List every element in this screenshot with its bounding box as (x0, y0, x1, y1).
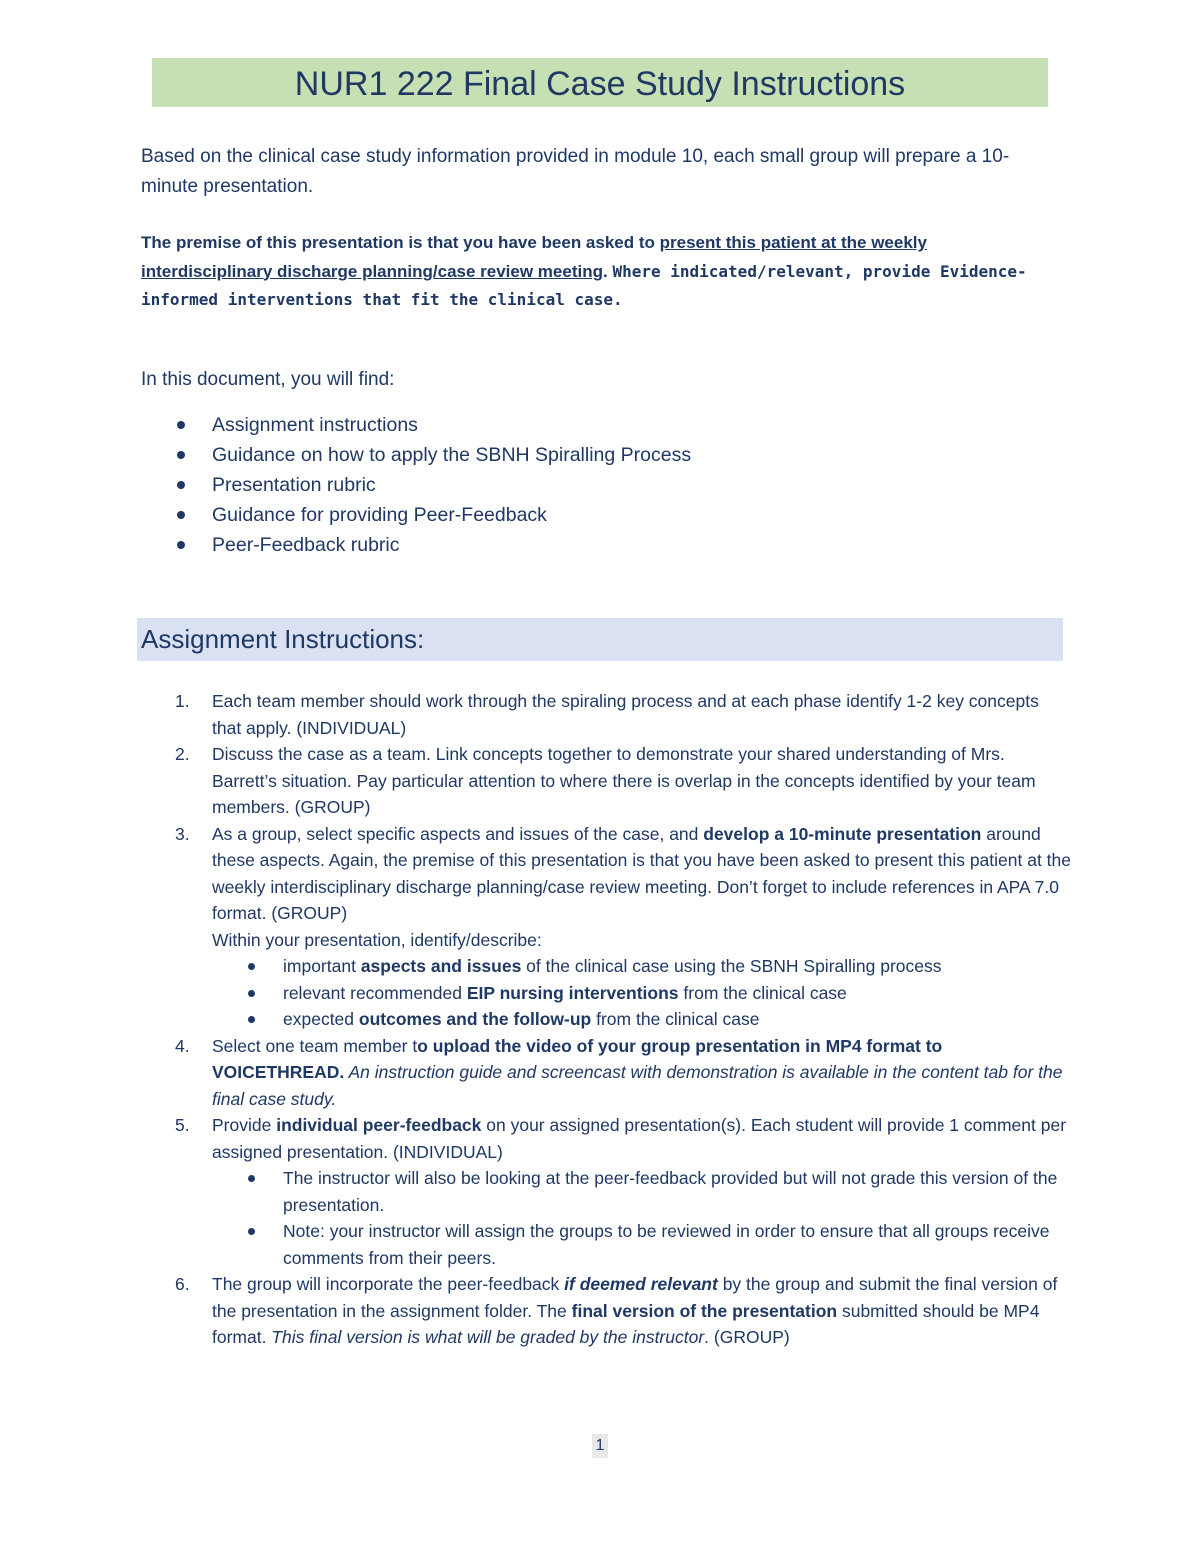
list-item: Guidance on how to apply the SBNH Spiralling Process (141, 440, 691, 470)
step-text-italic: This final version is what will be graded by the instructor (271, 1327, 705, 1347)
step-number: 5. (175, 1115, 190, 1135)
step-text-bold: final version of the presentation (571, 1300, 838, 1321)
step-text: . (GROUP) (704, 1327, 790, 1347)
list-item: Assignment instructions (141, 410, 691, 440)
list-item (212, 980, 1071, 1007)
list-item (212, 953, 1071, 980)
list-item: Presentation rubric (141, 470, 691, 500)
contents-label: In this document, you will find: (141, 369, 395, 390)
step-3 (141, 821, 1071, 1033)
list-item (212, 1006, 1071, 1033)
step-text-bold: individual peer-feedback (276, 1115, 482, 1135)
sub-text-bold: EIP nursing interventions (466, 982, 679, 1003)
sub-text: expected (283, 1009, 359, 1029)
page-title: NUR1 222 Final Case Study Instructions (152, 58, 1048, 107)
premise-underlined-text: present this patient at the weekly interdisciplinary discharge planning/case review meeting (141, 233, 927, 281)
contents-list (141, 410, 691, 560)
step-text: Discuss the case as a team. Link concepts together to demonstrate your shared understanding of Mrs. Barrett’s situation. Pay particular attention to where there is overlap in the concepts identified by your team members. (GROUP) (212, 744, 1036, 817)
step-number: 2. (175, 744, 190, 764)
list-item: Note: your instructor will assign the groups to be reviewed in order to ensure that all groups receive comments from their peers. (212, 1218, 1071, 1271)
step-text: submitted should be MP4 format. (212, 1300, 1040, 1347)
sub-text-bold: aspects and issues (360, 956, 522, 976)
sub-text: of the clinical case using the SBNH Spiralling process (521, 956, 942, 976)
sub-text: important (283, 956, 361, 976)
step-text-bold: o upload the video of your group presentation in MP4 format to VOICETHREAD. (212, 1035, 943, 1082)
premise-relevance-text: Where indicated/relevant, provide Evidence-informed interventions that fit the clinical case. (141, 261, 1027, 309)
sub-text: relevant recommended (283, 982, 467, 1003)
step-subheading: Within your presentation, identify/describe: (212, 929, 542, 950)
step-4 (141, 1033, 1071, 1113)
premise-text: The premise of this presentation is that you have been asked to (141, 233, 660, 252)
step-5 (141, 1112, 1071, 1271)
section-heading: Assignment Instructions: (137, 618, 1063, 661)
step-number: 6. (175, 1274, 190, 1294)
sub-text: from the clinical case (591, 1009, 760, 1029)
list-item: The instructor will also be looking at the peer-feedback provided but will not grade this version of the presentation. (212, 1165, 1071, 1218)
page-number: 1 (592, 1434, 608, 1458)
step-text: on your assigned presentation(s). Each student will provide 1 comment per assigned presentation. (INDIVIDUAL) (212, 1115, 1067, 1162)
instruction-steps (141, 688, 1071, 1351)
sub-text-bold: outcomes and the follow-up (358, 1009, 592, 1029)
list-item: Guidance for providing Peer-Feedback (141, 500, 691, 530)
step-1 (141, 688, 1071, 741)
step-text-italic: An instruction guide and screencast with demonstration is available in the content tab for the final case study. (212, 1062, 1063, 1109)
step-5-sublist (212, 1165, 1071, 1271)
step-text: Select one team member t (212, 1035, 418, 1056)
step-3-sublist (212, 953, 1071, 1033)
intro-paragraph: Based on the clinical case study information provided in module 10, each small group will prepare a 10-minute presentation. (141, 146, 1010, 197)
step-2 (141, 741, 1071, 821)
step-text: around these aspects. Again, the premise of this presentation is that you have been asked to present this patient at the weekly interdisciplinary discharge planning/case review meeting. Don’t forget to include references in APA 7.0 format. (GROUP) (212, 823, 1072, 923)
step-text: Each team member should work through the spiraling process and at each phase identify 1-2 key concepts that apply. (INDIVIDUAL) (212, 691, 1039, 738)
step-text-bold: develop a 10-minute presentation (703, 823, 982, 844)
sub-text: from the clinical case (678, 982, 847, 1003)
step-6 (141, 1271, 1071, 1351)
step-number: 1. (175, 691, 190, 711)
step-text: Provide (212, 1115, 277, 1135)
premise-period: . (603, 261, 613, 281)
step-text: The group will incorporate the peer-feedback (212, 1274, 565, 1294)
step-number: 3. (175, 823, 190, 844)
list-item: Peer-Feedback rubric (141, 530, 691, 560)
step-text: As a group, select specific aspects and issues of the case, and (212, 823, 704, 844)
step-text-bold-italic: if deemed relevant (564, 1274, 718, 1294)
step-number: 4. (175, 1035, 190, 1056)
premise-paragraph (141, 229, 1041, 315)
step-text: by the group and submit the final version of the presentation in the assignment folder. The (212, 1274, 1058, 1321)
